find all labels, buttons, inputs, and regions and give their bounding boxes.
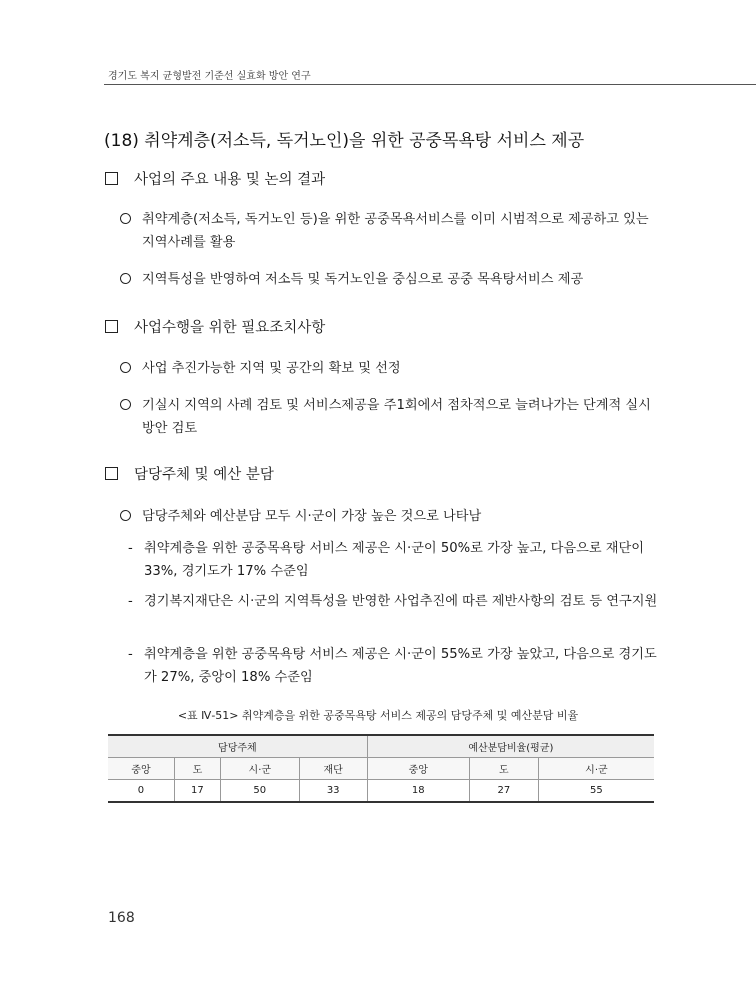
table-caption: <표 Ⅳ-51> 취약계층을 위한 공중목욕탕 서비스 제공의 담당주체 및 예산분담 비율 <box>177 709 579 722</box>
list-item <box>120 394 660 440</box>
table-column-header: 시·군 <box>538 758 654 780</box>
table-cell: 17 <box>174 780 220 803</box>
heading-text: 담당주체 및 예산 분담 <box>134 467 274 483</box>
section-heading <box>105 463 274 484</box>
circle-bullet-icon <box>120 362 131 373</box>
table-column-header: 재단 <box>299 758 367 780</box>
list-item-text: 사업 추진가능한 지역 및 공간의 확보 및 선정 <box>142 361 401 376</box>
list-item <box>120 505 660 528</box>
list-item-text: 취약계층(저소득, 독거노인 등)을 위한 공중목욕서비스를 이미 시범적으로 제공하고 있는 지역사례를 활용 <box>142 212 649 250</box>
sub-list-item-text: 경기복지재단은 시·군의 지역특성을 반영한 사업추진에 따른 제반사항의 검토 등 연구지원 <box>144 594 658 609</box>
dash-bullet-icon: - <box>128 647 133 662</box>
section-title: (18) 취약계층(저소득, 독거노인)을 위한 공중목욕탕 서비스 제공 <box>104 131 585 151</box>
circle-bullet-icon <box>120 510 131 521</box>
list-item-text: 담당주체와 예산분담 모두 시·군이 가장 높은 것으로 나타남 <box>142 509 482 524</box>
table-row <box>108 780 654 803</box>
table-header-row <box>108 758 654 780</box>
table-group-header: 예산분담비율(평균) <box>367 735 654 758</box>
circle-bullet-icon <box>120 399 131 410</box>
table-cell: 55 <box>538 780 654 803</box>
table-column-header: 도 <box>469 758 538 780</box>
table-cell: 0 <box>108 780 174 803</box>
section-heading <box>105 316 325 337</box>
heading-text: 사업수행을 위한 필요조치사항 <box>134 320 326 336</box>
table-column-header: 시·군 <box>220 758 299 780</box>
table-group-header-row <box>108 735 654 758</box>
header-divider <box>104 84 756 85</box>
square-bullet-icon <box>105 467 118 480</box>
dash-bullet-icon: - <box>128 594 133 609</box>
budget-table <box>108 734 654 803</box>
table-cell: 18 <box>367 780 469 803</box>
table-cell: 50 <box>220 780 299 803</box>
section-heading <box>105 168 325 189</box>
table-column-header: 중앙 <box>367 758 469 780</box>
heading-text: 사업의 주요 내용 및 논의 결과 <box>134 172 326 188</box>
table-column-header: 중앙 <box>108 758 174 780</box>
square-bullet-icon <box>105 320 118 333</box>
sub-list-item-text: 취약계층을 위한 공중목욕탕 서비스 제공은 시·군이 50%로 가장 높고, 다음으로 재단이 33%, 경기도가 17% 수준임 <box>144 541 645 579</box>
circle-bullet-icon <box>120 273 131 284</box>
table-cell: 27 <box>469 780 538 803</box>
dash-bullet-icon: - <box>128 541 133 556</box>
page-number: 168 <box>108 910 135 926</box>
sub-list-item <box>128 590 658 613</box>
circle-bullet-icon <box>120 213 131 224</box>
sub-list-item <box>128 537 658 583</box>
table-cell: 33 <box>299 780 367 803</box>
sub-list-item <box>128 643 658 689</box>
list-item-text: 기실시 지역의 사례 검토 및 서비스제공을 주1회에서 점차적으로 늘려나가는 단계적 실시방안 검토 <box>142 398 651 436</box>
list-item-text: 지역특성을 반영하여 저소득 및 독거노인을 중심으로 공중 목욕탕서비스 제공 <box>142 272 584 287</box>
list-item <box>120 208 660 254</box>
square-bullet-icon <box>105 172 118 185</box>
running-header: 경기도 복지 균형발전 기준선 실효화 방안 연구 <box>108 71 311 82</box>
sub-list-item-text: 취약계층을 위한 공중목욕탕 서비스 제공은 시·군이 55%로 가장 높았고, 다음으로 경기도가 27%, 중앙이 18% 수준임 <box>144 647 657 685</box>
list-item <box>120 268 660 291</box>
list-item <box>120 357 660 380</box>
table-column-header: 도 <box>174 758 220 780</box>
table-group-header: 담당주체 <box>108 735 367 758</box>
